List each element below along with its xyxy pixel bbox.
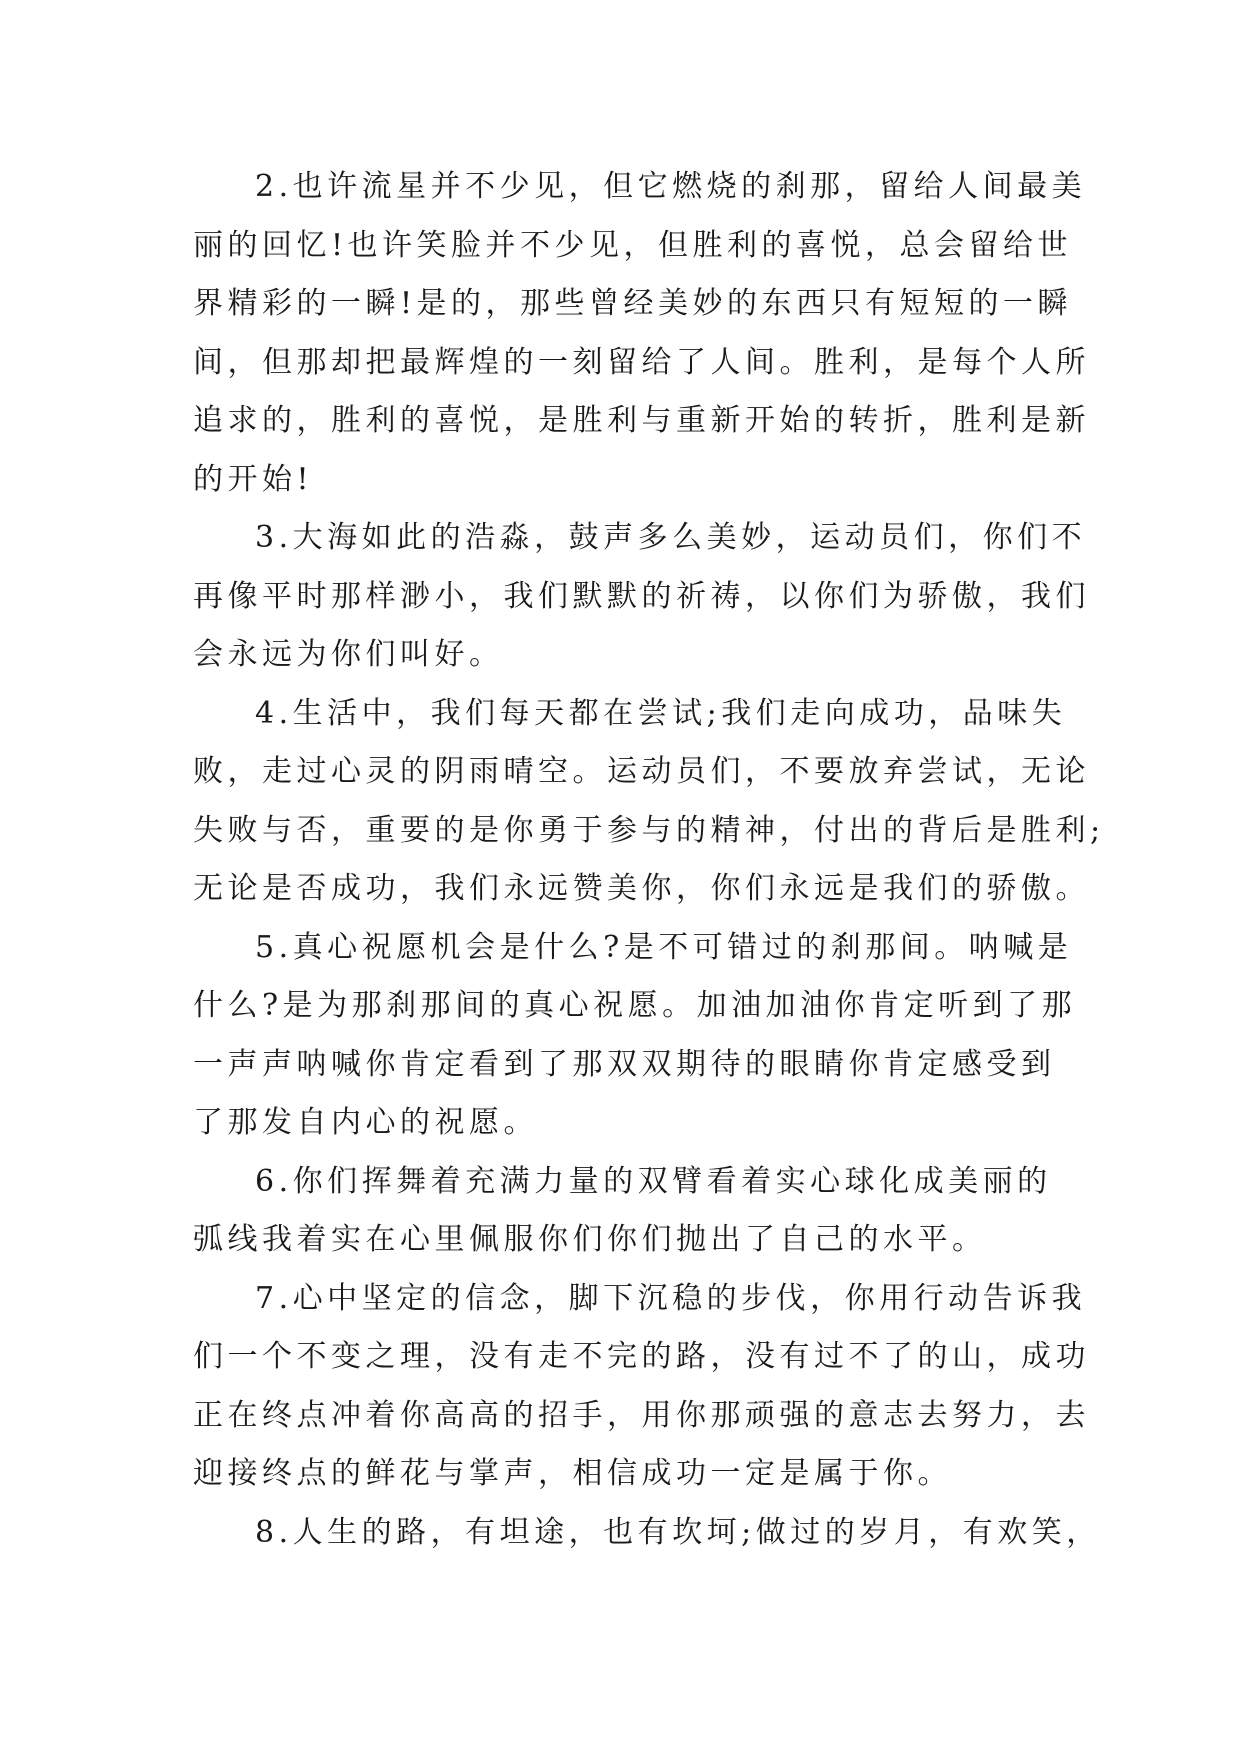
- text-line: 5.真心祝愿机会是什么?是不可错过的刹那间。呐喊是: [255, 929, 1073, 965]
- paragraph-5: [193, 919, 1077, 1153]
- paragraph-7: [193, 1270, 1090, 1504]
- paragraph-6: [193, 1153, 1057, 1270]
- text-line: 丽的回忆!也许笑脸并不少见，但胜利的喜悦，总会留给世: [193, 227, 1073, 263]
- text-line: 正在终点冲着你高高的招手，用你那顽强的意志去努力，去: [193, 1397, 1090, 1433]
- paragraph-4: [193, 685, 1105, 919]
- text-line: 了那发自内心的祝愿。: [193, 1105, 538, 1140]
- text-line: 弧线我着实在心里佩服你们你们抛出了自己的水平。: [193, 1222, 987, 1257]
- text-line: 6.你们挥舞着充满力量的双臂看着实心球化成美丽的: [255, 1163, 1052, 1199]
- text-line: 7.心中坚定的信念，脚下沉稳的步伐，你用行动告诉我: [255, 1280, 1087, 1316]
- text-line: 什么?是为那刹那间的真心祝愿。加油加油你肯定听到了那: [193, 988, 1077, 1023]
- text-line: 追求的，胜利的喜悦，是胜利与重新开始的转折，胜利是新: [193, 403, 1090, 438]
- text-line: 会永远为你们叫好。: [193, 637, 504, 672]
- text-line: 2.也许流星并不少见，但它燃烧的刹那，留给人间最美: [255, 169, 1087, 204]
- text-line: 的开始!: [193, 461, 314, 497]
- paragraph-3: [193, 509, 1090, 685]
- text-line: 失败与否，重要的是你勇于参与的精神，付出的背后是胜利;: [193, 812, 1105, 848]
- text-line: 8.人生的路，有坦途，也有坎坷;做过的岁月，有欢笑，: [255, 1514, 1101, 1550]
- text-line: 一声声呐喊你肯定看到了那双双期待的眼睛你肯定感受到: [193, 1046, 1056, 1082]
- text-line: 3.大海如此的浩淼，鼓声多么美妙，运动员们，你们不: [255, 520, 1087, 555]
- text-line: 迎接终点的鲜花与掌声，相信成功一定是属于你。: [193, 1456, 952, 1491]
- text-line: 界精彩的一瞬!是的，那些曾经美妙的东西只有短短的一瞬: [193, 286, 1073, 321]
- text-line: 再像平时那样渺小，我们默默的祈祷，以你们为骄傲，我们: [193, 578, 1090, 614]
- text-line: 败，走过心灵的阴雨晴空。运动员们，不要放弃尝试，无论: [193, 754, 1090, 789]
- document-body: [193, 158, 1105, 1562]
- text-line: 无论是否成功，我们永远赞美你，你们永远是我们的骄傲。: [193, 871, 1090, 906]
- text-line: 间，但那却把最辉煌的一刻留给了人间。胜利，是每个人所: [193, 344, 1090, 380]
- paragraph-8: [193, 1504, 1101, 1563]
- text-line: 4.生活中，我们每天都在尝试;我们走向成功，品味失: [255, 695, 1067, 731]
- paragraph-2: [193, 158, 1090, 509]
- text-line: 们一个不变之理，没有走不完的路，没有过不了的山，成功: [193, 1339, 1090, 1374]
